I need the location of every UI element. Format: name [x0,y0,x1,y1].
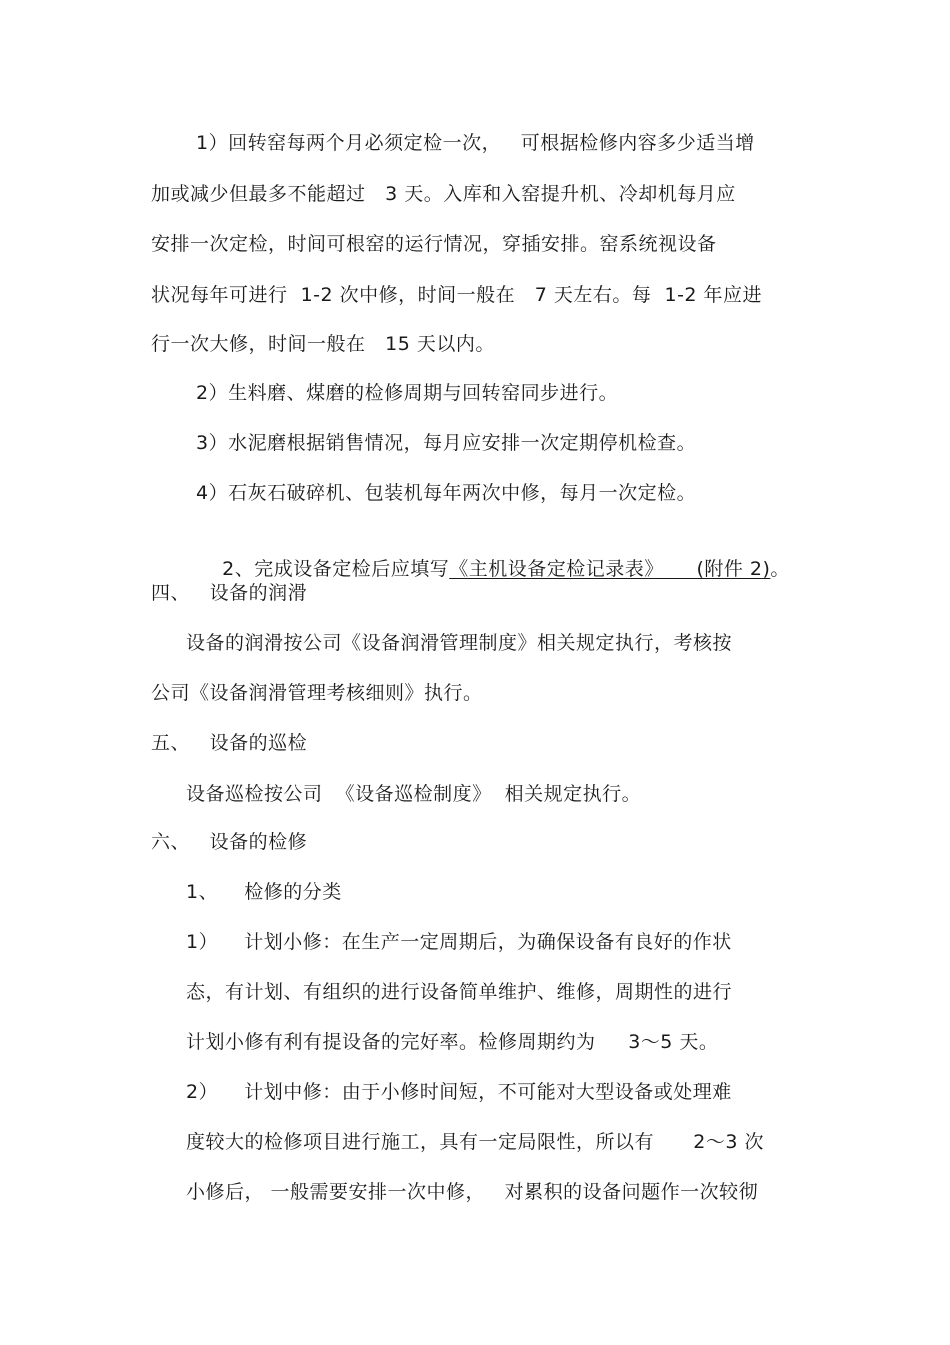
section-heading: 四、 设备的润滑 [151,582,308,604]
text-line: 设备的润滑按公司《设备润滑管理制度》相关规定执行，考核按 [186,632,733,654]
text-prefix: 2、完成设备定检后应填写 [222,558,450,580]
text-line: 行一次大修，时间一般在 15 天以内。 [151,333,495,355]
section-heading: 五、 设备的巡检 [151,732,308,754]
text-line: 安排一次定检，时间可根窑的运行情况，穿插安排。窑系统视设备 [151,233,717,255]
text-line: 小修后， 一般需要安排一次中修， 对累积的设备问题作一次较彻 [186,1181,759,1203]
text-line: 4）石灰石破碎机、包装机每年两次中修，每月一次定检。 [196,482,697,504]
text-line: 2） 计划中修：由于小修时间短，不可能对大型设备或处理难 [186,1081,732,1103]
text-suffix: 。 [770,558,790,580]
text-line: 2）生料磨、煤磨的检修周期与回转窑同步进行。 [196,382,619,404]
form-reference-link: 《主机设备定检记录表》 (附件 2) [449,558,771,580]
text-line: 度较大的检修项目进行施工，具有一定局限性，所以有 2～3 次 [186,1131,764,1153]
text-line: 状况每年可进行 1-2 次中修，时间一般在 7 天左右。每 1-2 年应进 [151,284,763,306]
text-line: 加或减少但最多不能超过 3 天。入库和入窑提升机、冷却机每月应 [151,183,736,205]
text-line: 设备巡检按公司 《设备巡检制度》 相关规定执行。 [186,783,642,805]
text-line: 公司《设备润滑管理考核细则》执行。 [151,682,483,704]
text-line: 3）水泥磨根据销售情况，每月应安排一次定期停机检查。 [196,432,697,454]
text-line: 态，有计划、有组织的进行设备简单维护、维修，周期性的进行 [186,981,733,1003]
text-line: 1） 计划小修：在生产一定周期后，为确保设备有良好的作状 [186,931,732,953]
subsection-heading: 1、 检修的分类 [186,881,342,903]
section-heading: 六、 设备的检修 [151,831,308,853]
text-line: 1）回转窑每两个月必须定检一次， 可根据检修内容多少适当增 [196,132,755,154]
text-line: 计划小修有利有提设备的完好率。检修周期约为 3～5 天。 [186,1031,719,1053]
